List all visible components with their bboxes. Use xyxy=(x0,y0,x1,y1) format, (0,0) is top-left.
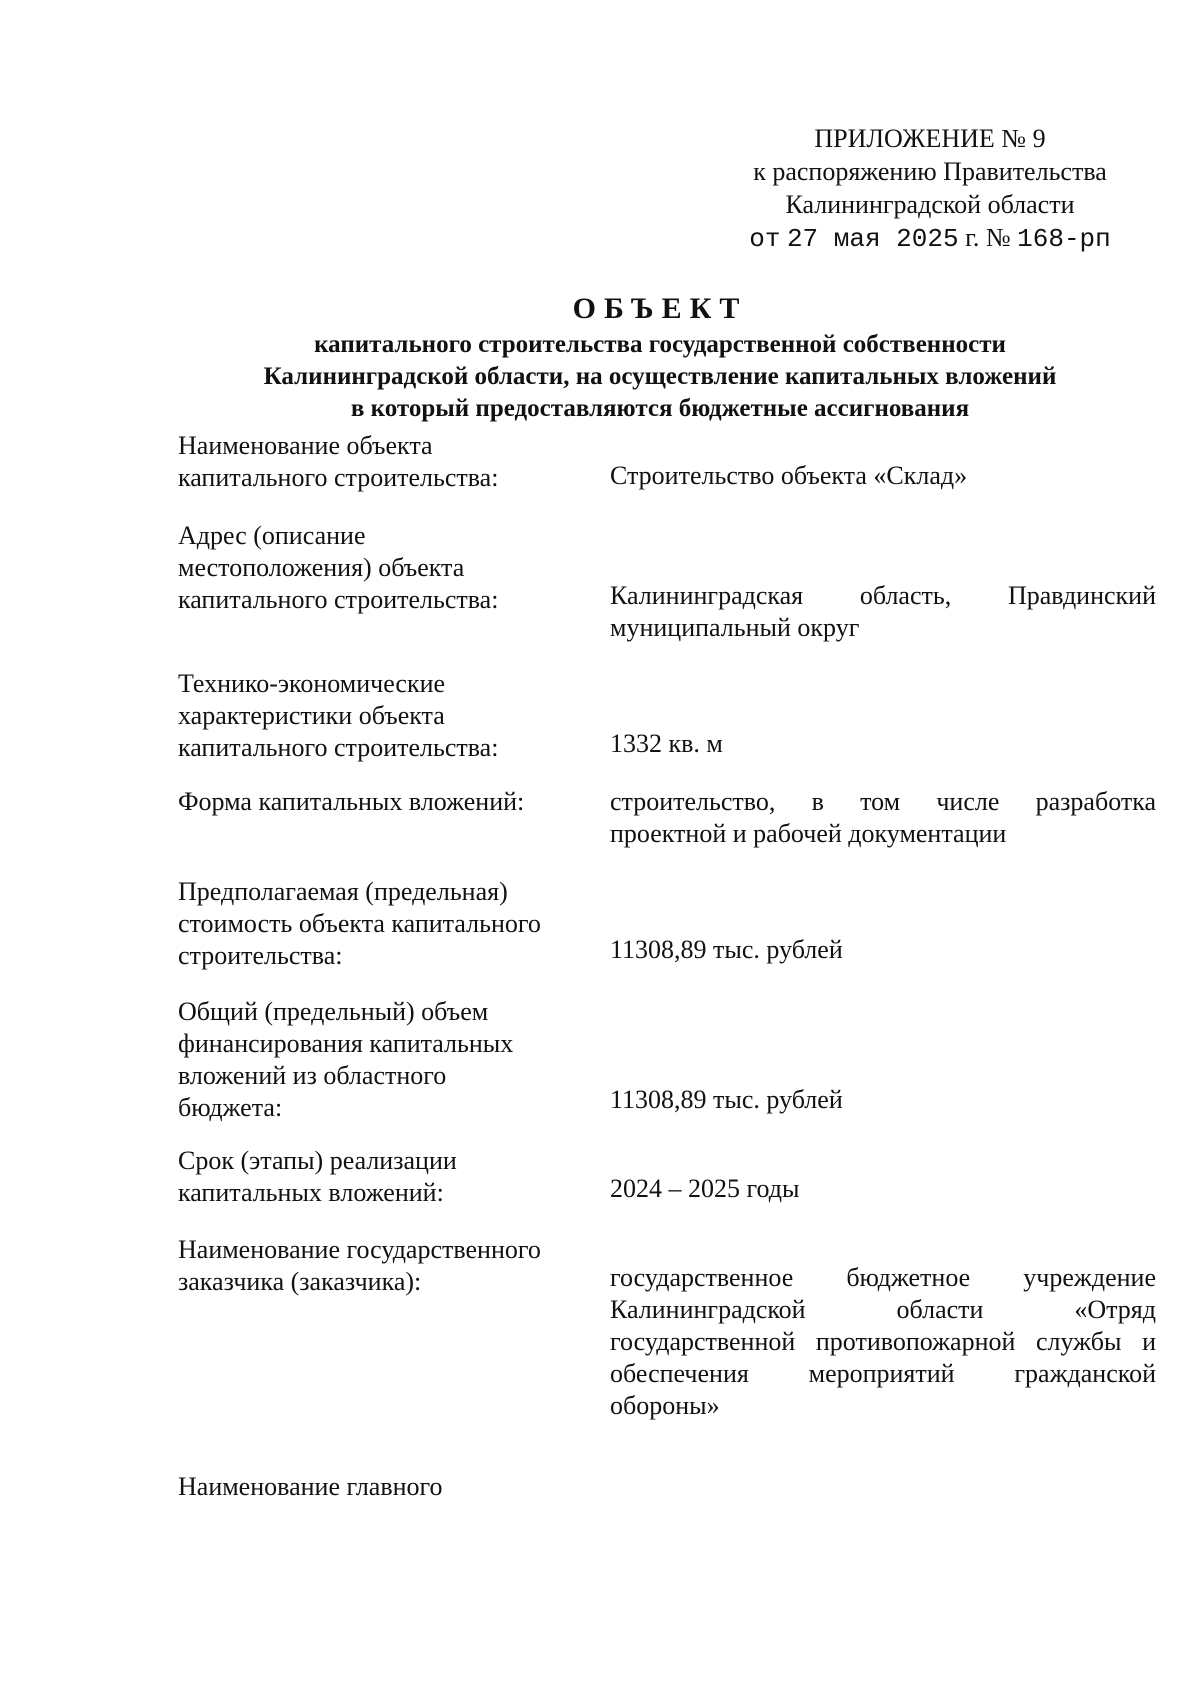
field-value: строительство, в том числе разработка проектной и рабочей документации xyxy=(610,787,1156,848)
field-label-line: Наименование объекта xyxy=(178,431,433,460)
field-label-line: бюджета: xyxy=(178,1093,283,1122)
date-year-suffix: г. № xyxy=(965,223,1011,252)
field-label-line: заказчика (заказчика): xyxy=(178,1267,422,1296)
field-label-line: Срок (этапы) реализации xyxy=(178,1146,457,1175)
title-line-1: капитального строительства государственной собственности xyxy=(314,331,1006,358)
field-value: 11308,89 тыс. рублей xyxy=(610,1085,843,1114)
field-value: государственное бюджетное учреждение Калининградской области «Отряд государственной противопожарной службы и обеспечения мероприятий гражданской обороны» xyxy=(610,1263,1156,1420)
field-label-line: капитальных вложений: xyxy=(178,1178,444,1207)
title-line-2: Калининградской области, на осуществление капитальных вложений xyxy=(263,363,1057,390)
field-label-line: капитального строительства: xyxy=(178,733,499,762)
appendix-line-2: к распоряжению Правительства xyxy=(753,157,1107,186)
field-label xyxy=(178,1234,598,1298)
field-label-line: местоположения) объекта xyxy=(178,553,465,582)
field-label-line: стоимость объекта капитального xyxy=(178,909,541,938)
field-label xyxy=(178,520,598,616)
document-title xyxy=(100,293,1200,425)
field-label-line: Технико-экономические xyxy=(178,669,446,698)
field-value: 11308,89 тыс. рублей xyxy=(610,935,843,964)
field-value: 2024 – 2025 годы xyxy=(610,1174,800,1203)
field-label xyxy=(178,876,598,972)
field-value: Калининградская область, Правдинский муниципальный округ xyxy=(610,581,1156,642)
title-main: ОБЪЕКТ xyxy=(572,292,748,325)
appendix-line-3: Калининградской области xyxy=(785,190,1075,219)
appendix-date-line xyxy=(700,221,1160,256)
appendix-header xyxy=(700,122,1160,256)
field-label-line: капитального строительства: xyxy=(178,463,499,492)
field-label-line: Адрес (описание xyxy=(178,521,366,550)
field-value: Строительство объекта «Склад» xyxy=(610,461,968,490)
field-label-line: строительства: xyxy=(178,941,343,970)
field-label xyxy=(178,1145,598,1209)
field-label xyxy=(178,668,598,764)
field-label-line: Форма капитальных вложений: xyxy=(178,787,525,816)
date-value: 27 мая 2025 xyxy=(786,224,959,254)
field-value: 1332 кв. м xyxy=(610,729,723,758)
field-label-line: характеристики объекта xyxy=(178,701,445,730)
field-label xyxy=(178,1471,598,1503)
title-line-3: в который предоставляются бюджетные ассигнования xyxy=(350,395,970,422)
field-label-line: Предполагаемая (предельная) xyxy=(178,877,508,906)
field-label-line: Общий (предельный) объем xyxy=(178,997,489,1026)
date-prefix: от xyxy=(749,224,781,254)
order-number: 168-рп xyxy=(1017,224,1111,254)
field-label xyxy=(178,786,598,818)
field-label-line: вложений из областного xyxy=(178,1061,447,1090)
field-label-line: финансирования капитальных xyxy=(178,1029,514,1058)
field-label-line: Наименование главного xyxy=(178,1472,443,1501)
field-label xyxy=(178,996,598,1124)
field-label xyxy=(178,430,598,494)
field-label-line: Наименование государственного xyxy=(178,1235,541,1264)
appendix-number: ПРИЛОЖЕНИЕ № 9 xyxy=(814,124,1046,153)
field-label-line: капитального строительства: xyxy=(178,585,499,614)
